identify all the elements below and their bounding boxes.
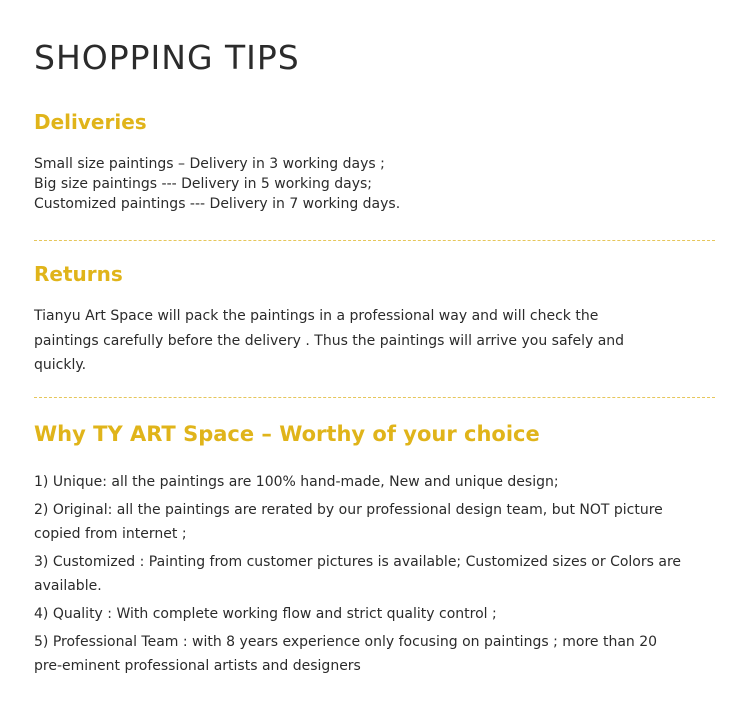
why-item-line: 3) Customized : Painting from customer pictures is available; Customized sizes or Colors are <box>34 554 682 570</box>
deliveries-line-big: Big size paintings --- Delivery in 5 working days; <box>34 176 373 192</box>
why-item-quality <box>34 602 681 626</box>
page-title: SHOPPING TIPS <box>34 38 300 77</box>
deliveries-text <box>34 154 400 214</box>
why-item-professional-team <box>34 630 681 678</box>
why-item-unique <box>34 470 681 494</box>
why-item-customized <box>34 550 681 598</box>
why-item-line: pre-eminent professional artists and designers <box>34 658 361 674</box>
returns-line: quickly. <box>34 357 87 373</box>
deliveries-line-customized: Customized paintings --- Delivery in 7 working days. <box>34 196 401 212</box>
why-item-line: copied from internet ; <box>34 526 187 542</box>
returns-heading: Returns <box>34 262 123 286</box>
why-item-line: 4) Quality : With complete working flow and strict quality control ; <box>34 606 497 622</box>
section-divider <box>34 240 715 241</box>
section-divider <box>34 397 715 398</box>
why-item-original <box>34 498 681 546</box>
deliveries-heading: Deliveries <box>34 110 147 134</box>
returns-line: Tianyu Art Space will pack the paintings in a professional way and will check the <box>34 308 599 324</box>
why-item-line: 1) Unique: all the paintings are 100% hand-made, New and unique design; <box>34 474 559 490</box>
why-item-line: 2) Original: all the paintings are rerated by our professional design team, but NOT picture <box>34 502 663 518</box>
why-heading: Why TY ART Space – Worthy of your choice <box>34 422 540 446</box>
returns-text <box>34 304 624 378</box>
why-list <box>34 470 681 682</box>
why-item-line: 5) Professional Team : with 8 years experience only focusing on paintings ; more than 20 <box>34 634 658 650</box>
why-item-line: available. <box>34 578 102 594</box>
returns-line: paintings carefully before the delivery . Thus the paintings will arrive you safely and <box>34 332 625 349</box>
deliveries-line-small: Small size paintings – Delivery in 3 working days ; <box>34 156 385 172</box>
